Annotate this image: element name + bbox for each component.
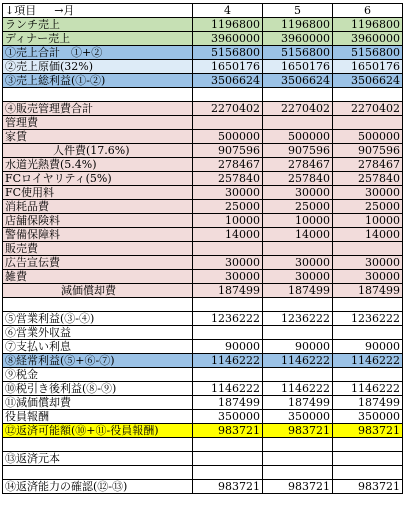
row-label-cell[interactable]: ⑧経常利益(⑤+⑥-⑦) [3,354,193,368]
table-row [3,410,403,424]
value-cell-month-6[interactable]: 3506624 [333,74,403,88]
value-cell-month-5[interactable]: 1236222 [263,312,333,326]
table-row [3,242,403,256]
value-cell-month-5[interactable] [263,452,333,466]
value-cell-month-5[interactable]: 30000 [263,186,333,200]
row-label-cell[interactable]: ディナー売上 [3,32,193,46]
row-label-cell[interactable]: FCロイヤリティ(5%) [3,172,193,186]
table-row [3,326,403,340]
value-cell-month-4[interactable]: 3960000 [193,32,263,46]
sheet-body [3,4,403,494]
table-row [3,298,403,312]
value-cell-month-6[interactable]: 1236222 [333,312,403,326]
row-label-cell[interactable]: ④販売管理費合計 [3,102,193,116]
value-cell-month-5[interactable]: 187499 [263,284,333,298]
value-cell-month-6[interactable]: 350000 [333,410,403,424]
row-label-cell[interactable]: 役員報酬 [3,410,193,424]
value-cell-month-6[interactable]: 10000 [333,214,403,228]
value-cell-month-6[interactable]: 3960000 [333,32,403,46]
value-cell-month-6[interactable] [333,368,403,382]
value-cell-month-6[interactable] [333,242,403,256]
value-cell-month-5[interactable] [263,368,333,382]
value-cell-month-6[interactable] [333,116,403,130]
table-row [3,424,403,438]
value-cell-month-6[interactable]: 1146222 [333,354,403,368]
value-cell-month-6[interactable]: 187499 [333,396,403,410]
value-cell-month-6[interactable] [333,452,403,466]
value-cell-month-5[interactable]: 25000 [263,200,333,214]
value-cell-month-6[interactable]: 1146222 [333,382,403,396]
value-cell-month-5[interactable]: 1650176 [263,60,333,74]
row-label-cell[interactable]: ⑭返済能力の確認(⑫-⑬) [3,480,193,494]
value-cell-month-6[interactable]: 983721 [333,480,403,494]
value-cell-month-5[interactable]: 350000 [263,410,333,424]
value-cell-month-4[interactable]: 500000 [193,130,263,144]
value-cell-month-6[interactable]: 90000 [333,340,403,354]
value-cell-month-6[interactable]: 5156800 [333,46,403,60]
value-cell-month-6[interactable]: 25000 [333,200,403,214]
header-item-cell[interactable] [3,4,193,18]
profit-plan-sheet [2,3,403,494]
value-cell-month-4[interactable] [193,242,263,256]
value-cell-month-5[interactable] [263,242,333,256]
row-label-cell[interactable] [3,298,193,312]
row-label-cell[interactable]: 広告宣伝費 [3,256,193,270]
value-cell-month-4[interactable] [193,438,263,452]
value-cell-month-4[interactable] [193,466,263,480]
value-cell-month-5[interactable]: 907596 [263,144,333,158]
value-cell-month-5[interactable]: 30000 [263,270,333,284]
value-cell-month-4[interactable] [193,116,263,130]
row-label-cell[interactable] [3,88,193,102]
value-cell-month-4[interactable]: 14000 [193,228,263,242]
value-cell-month-5[interactable] [263,438,333,452]
value-cell-month-4[interactable]: 90000 [193,340,263,354]
value-cell-month-6[interactable]: 30000 [333,270,403,284]
row-label-cell[interactable]: ⑩税引き後利益(⑧-⑨) [3,382,193,396]
row-label-cell[interactable]: ⑦支払い利息 [3,340,193,354]
value-cell-month-5[interactable]: 278467 [263,158,333,172]
value-cell-month-4[interactable]: 10000 [193,214,263,228]
value-cell-month-5[interactable] [263,116,333,130]
value-cell-month-5[interactable]: 14000 [263,228,333,242]
table-row [3,74,403,88]
row-label-cell[interactable]: ③売上総利益(①-②) [3,74,193,88]
row-label-cell[interactable]: 減価償却費 [3,284,193,298]
value-cell-month-4[interactable]: 30000 [193,270,263,284]
value-cell-month-6[interactable]: 983721 [333,424,403,438]
value-cell-month-6[interactable]: 187499 [333,284,403,298]
value-cell-month-5[interactable]: 5156800 [263,46,333,60]
value-cell-month-6[interactable] [333,438,403,452]
value-cell-month-5[interactable]: 1196800 [263,18,333,32]
table-row [3,200,403,214]
value-cell-month-5[interactable]: 983721 [263,424,333,438]
value-cell-month-5[interactable]: 1146222 [263,354,333,368]
table-row [3,284,403,298]
table-row [3,214,403,228]
value-cell-month-6[interactable]: 1650176 [333,60,403,74]
table-row [3,480,403,494]
value-cell-month-4[interactable] [193,88,263,102]
table-row [3,46,403,60]
value-cell-month-6[interactable]: 2270402 [333,102,403,116]
header-month-5[interactable]: 5 [263,4,333,18]
value-cell-month-4[interactable]: 2270402 [193,102,263,116]
value-cell-month-4[interactable]: 187499 [193,396,263,410]
table-row [3,144,403,158]
value-cell-month-5[interactable]: 2270402 [263,102,333,116]
table-row [3,60,403,74]
value-cell-month-5[interactable]: 257840 [263,172,333,186]
row-label-cell[interactable]: ⑤営業利益(③-④) [3,312,193,326]
value-cell-month-6[interactable]: 500000 [333,130,403,144]
table-row [3,18,403,32]
table-row [3,228,403,242]
value-cell-month-5[interactable] [263,326,333,340]
row-label-cell[interactable]: 家賃 [3,130,193,144]
row-label-cell[interactable]: ランチ売上 [3,18,193,32]
table-row [3,396,403,410]
table-row [3,256,403,270]
value-cell-month-4[interactable]: 907596 [193,144,263,158]
value-cell-month-6[interactable]: 30000 [333,186,403,200]
row-label-cell[interactable]: ⑥営業外収益 [3,326,193,340]
table-row [3,172,403,186]
value-cell-month-5[interactable]: 30000 [263,256,333,270]
table-row [3,340,403,354]
row-label-cell[interactable]: 水道光熱費(5.4%) [3,158,193,172]
table-row [3,88,403,102]
value-cell-month-6[interactable]: 30000 [333,256,403,270]
value-cell-month-4[interactable]: 5156800 [193,46,263,60]
row-label-cell[interactable]: ①売上合計 ①+② [3,46,193,60]
header-month-arrow: →月 [54,4,75,17]
table-row [3,312,403,326]
value-cell-month-6[interactable]: 907596 [333,144,403,158]
value-cell-month-4[interactable]: 1650176 [193,60,263,74]
row-label-cell[interactable]: 販売費 [3,242,193,256]
row-label-cell[interactable]: 警備保障料 [3,228,193,242]
table-row [3,466,403,480]
value-cell-month-4[interactable] [193,298,263,312]
value-cell-month-4[interactable]: 25000 [193,200,263,214]
table-row [3,382,403,396]
table-row [3,130,403,144]
value-cell-month-6[interactable]: 14000 [333,228,403,242]
value-cell-month-6[interactable] [333,88,403,102]
value-cell-month-6[interactable] [333,298,403,312]
value-cell-month-4[interactable] [193,452,263,466]
row-label-cell[interactable] [3,438,193,452]
value-cell-month-5[interactable]: 3506624 [263,74,333,88]
value-cell-month-6[interactable]: 257840 [333,172,403,186]
header-month-6[interactable]: 6 [333,4,403,18]
value-cell-month-5[interactable] [263,466,333,480]
row-label-cell[interactable]: 消耗品費 [3,200,193,214]
table-row [3,186,403,200]
header-row [3,4,403,18]
value-cell-month-4[interactable]: 1196800 [193,18,263,32]
table-row [3,368,403,382]
row-label-cell[interactable]: FC使用料 [3,186,193,200]
value-cell-month-6[interactable]: 1196800 [333,18,403,32]
value-cell-month-4[interactable]: 278467 [193,158,263,172]
table-row [3,116,403,130]
value-cell-month-5[interactable]: 983721 [263,480,333,494]
value-cell-month-5[interactable]: 187499 [263,396,333,410]
value-cell-month-5[interactable] [263,298,333,312]
value-cell-month-6[interactable] [333,466,403,480]
value-cell-month-5[interactable]: 500000 [263,130,333,144]
row-label-cell[interactable]: ⑫返済可能額(⑩+⑪-役員報酬) [3,424,193,438]
row-label-cell[interactable] [3,466,193,480]
value-cell-month-4[interactable]: 3506624 [193,74,263,88]
table-row [3,270,403,284]
value-cell-month-6[interactable] [333,326,403,340]
value-cell-month-5[interactable] [263,88,333,102]
value-cell-month-4[interactable]: 30000 [193,256,263,270]
value-cell-month-4[interactable] [193,368,263,382]
value-cell-month-5[interactable]: 90000 [263,340,333,354]
table-row [3,158,403,172]
value-cell-month-4[interactable]: 983721 [193,480,263,494]
value-cell-month-5[interactable]: 10000 [263,214,333,228]
header-month-4[interactable]: 4 [193,4,263,18]
table-row [3,452,403,466]
row-label-cell[interactable]: ②売上原価(32%) [3,60,193,74]
value-cell-month-4[interactable]: 1146222 [193,382,263,396]
row-label-cell[interactable]: ⑨税金 [3,368,193,382]
value-cell-month-5[interactable]: 3960000 [263,32,333,46]
row-label-cell[interactable]: 店舗保険料 [3,214,193,228]
header-item-label: ↓項目 [5,4,37,17]
table-row [3,32,403,46]
row-label-cell[interactable]: ⑬返済元本 [3,452,193,466]
table-row [3,102,403,116]
value-cell-month-6[interactable]: 278467 [333,158,403,172]
value-cell-month-4[interactable]: 1236222 [193,312,263,326]
value-cell-month-4[interactable] [193,326,263,340]
value-cell-month-5[interactable]: 1146222 [263,382,333,396]
value-cell-month-4[interactable]: 1146222 [193,354,263,368]
row-label-cell[interactable]: 雑費 [3,270,193,284]
table-row [3,438,403,452]
table-row [3,354,403,368]
value-cell-month-4[interactable]: 30000 [193,186,263,200]
row-label-cell[interactable]: 人件費(17.6%) [3,144,193,158]
value-cell-month-4[interactable]: 187499 [193,284,263,298]
row-label-cell[interactable]: ⑪減価償却費 [3,396,193,410]
value-cell-month-4[interactable]: 257840 [193,172,263,186]
value-cell-month-4[interactable]: 350000 [193,410,263,424]
value-cell-month-4[interactable]: 983721 [193,424,263,438]
row-label-cell[interactable]: 管理費 [3,116,193,130]
